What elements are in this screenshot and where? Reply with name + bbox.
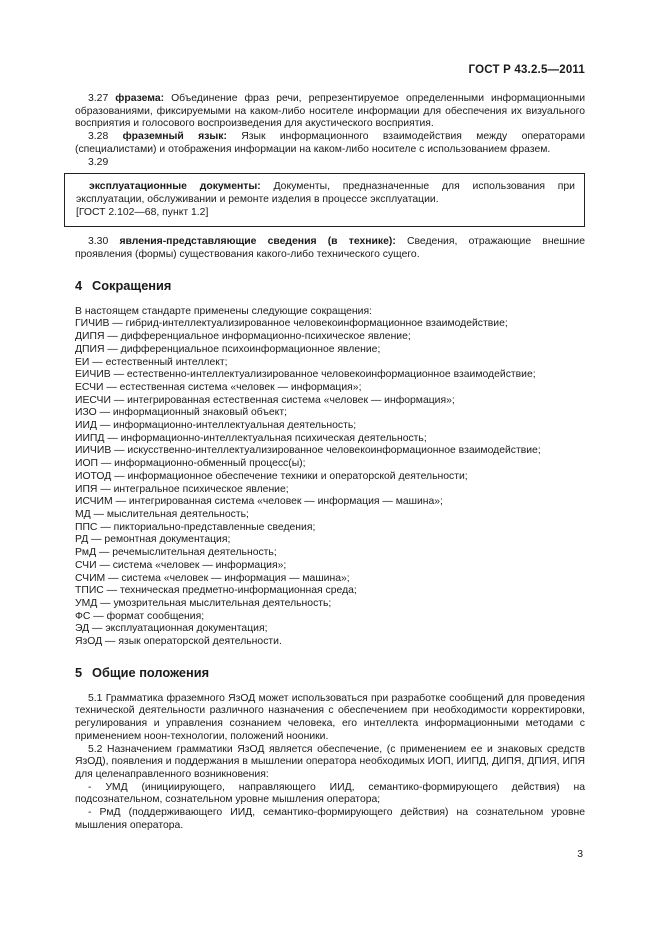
term-definition: Объединение фраз речи, репрезентируемое определенными информационными образованиями, фиксируемыми на каком-либо носителе информации для обеспечения их визуального восприятия и голосового воспроизведения для акустического восприятия. [75, 93, 585, 130]
list-item: ИОТОД — информационное обеспечение техники и операторской деятельности; [75, 470, 468, 482]
term-name: фразема: [115, 93, 165, 104]
boxed-term-reference: [ГОСТ 2.102—68, пункт 1.2] [76, 206, 209, 218]
term-name: фраземный язык: [122, 131, 227, 143]
list-item: УМД — умозрительная мыслительная деятельность; [75, 597, 332, 609]
section-5-heading [75, 665, 585, 680]
list-item: ИСЧИМ — интегрированная система «человек — информация — машина»; [75, 496, 443, 508]
paragraph-5-1: 5.1 Грамматика фраземного ЯзОД может использоваться при разработке сообщений для проведения технической деятельности различного назначения с обеспечением при необходимости корректировки, регулирования и управления сознанием человека, его интеллекта информационными методами с применением ноон-технологии, положений нооники. [75, 692, 585, 742]
list-item: ДПИЯ — дифференциальное психоинформационное явление; [75, 343, 381, 355]
list-item: ЕСЧИ — естественная система «человек — информация»; [75, 381, 362, 393]
bullet-item: - УМД (инициирующего, направляющего ИИД, семантико-формирующего действия) на подсознательном, сознательном уровне мышления оператора; [75, 781, 585, 806]
abbreviations-intro: В настоящем стандарте применены следующие сокращения: [75, 305, 372, 317]
page-number: 3 [577, 849, 583, 860]
bullet-item: - РмД (поддерживающего ИИД, семантико-формирующего действия) на сознательном уровне мышления оператора. [75, 807, 585, 831]
list-item: ТПИС — техническая предметно-информационная среда; [75, 585, 357, 597]
page-content [75, 93, 585, 832]
list-item: ЕИ — естественный интеллект; [75, 356, 228, 368]
term-3-30 [75, 236, 585, 261]
list-item: ИЗО — информационный знаковый объект; [75, 407, 287, 419]
document-header: ГОСТ Р 43.2.5—2011 [468, 64, 585, 76]
list-item: РмД — речемыслительная деятельность; [75, 547, 277, 559]
abbreviations-list [75, 306, 585, 649]
paragraph-5-2: 5.2 Назначением грамматики ЯзОД является обеспечение, (с применением ее и знаковых средств ЯзОД), появления и поддержания в мышлении оператора необходимых ИОП, ИИПД, ДИПЯ, ДПИЯ, ИПЯ для целенаправленного возникновения: [75, 743, 585, 780]
section-title: Общие положения [92, 664, 210, 680]
list-item: СЧИМ — система «человек — информация — машина»; [75, 572, 350, 584]
list-item: ИОП — информационно-обменный процесс(ы); [75, 458, 306, 470]
section-4-heading [75, 278, 585, 293]
list-item: ИИЧИВ — искусственно-интеллектуализированное человекоинформационное взаимодействие; [75, 445, 541, 457]
term-3-27 [75, 93, 585, 131]
list-item: ИПЯ — интегральное психическое явление; [75, 483, 289, 495]
term-definition: Сведения, отражающие внешние проявления (формы) существования какого-либо технического сущего. [75, 236, 585, 261]
boxed-term-definition: Документы, предназначенные для использования при эксплуатации, обслуживании и ремонте изделия в процессе эксплуатации. [76, 181, 575, 205]
term-3-29 [75, 157, 585, 170]
list-item: ППС — пикториально-представленные сведения; [75, 521, 316, 533]
list-item: ЭД — эксплуатационная документация; [75, 623, 268, 635]
section-title: Сокращения [92, 277, 172, 293]
list-item: ЕИЧИВ — естественно-интеллектуализированное человекоинформационное взаимодействие; [75, 369, 536, 381]
list-item: РД — ремонтная документация; [75, 534, 231, 546]
term-number: 3.27 [88, 93, 109, 104]
list-item: МД — мыслительная деятельность; [75, 508, 249, 520]
list-item: ИИД — информационно-интеллектуальная деятельность; [75, 420, 357, 432]
list-item: ФС — формат сообщения; [75, 610, 205, 622]
term-number: 3.30 [88, 236, 109, 248]
list-item: ИЕСЧИ — интегрированная естественная система «человек — информация»; [75, 394, 455, 406]
term-name: явления-представляющие сведения (в технике): [119, 236, 396, 248]
section-number: 4 [75, 277, 83, 293]
term-number: 3.29 [88, 156, 109, 168]
term-3-28 [75, 131, 585, 156]
list-item: ИИПД — информационно-интеллектуальная психическая деятельность; [75, 432, 427, 444]
list-item: ГИЧИВ — гибрид-интеллектуализированное человекоинформационное взаимодействие; [75, 318, 508, 330]
list-item: ДИПЯ — дифференциальное информационно-психическое явление; [75, 331, 411, 343]
section-number: 5 [75, 664, 83, 680]
boxed-term [64, 173, 585, 227]
term-number: 3.28 [88, 131, 109, 143]
list-item: СЧИ — система «человек — информация»; [75, 559, 287, 571]
term-definition: Язык информационного взаимодействия между операторами (специалистами) и отображения информации на каком-либо носителе с использованием фразем. [75, 131, 586, 155]
boxed-term-name: эксплуатационные документы: [89, 181, 261, 193]
list-item: ЯзОД — язык операторской деятельности. [75, 636, 282, 648]
